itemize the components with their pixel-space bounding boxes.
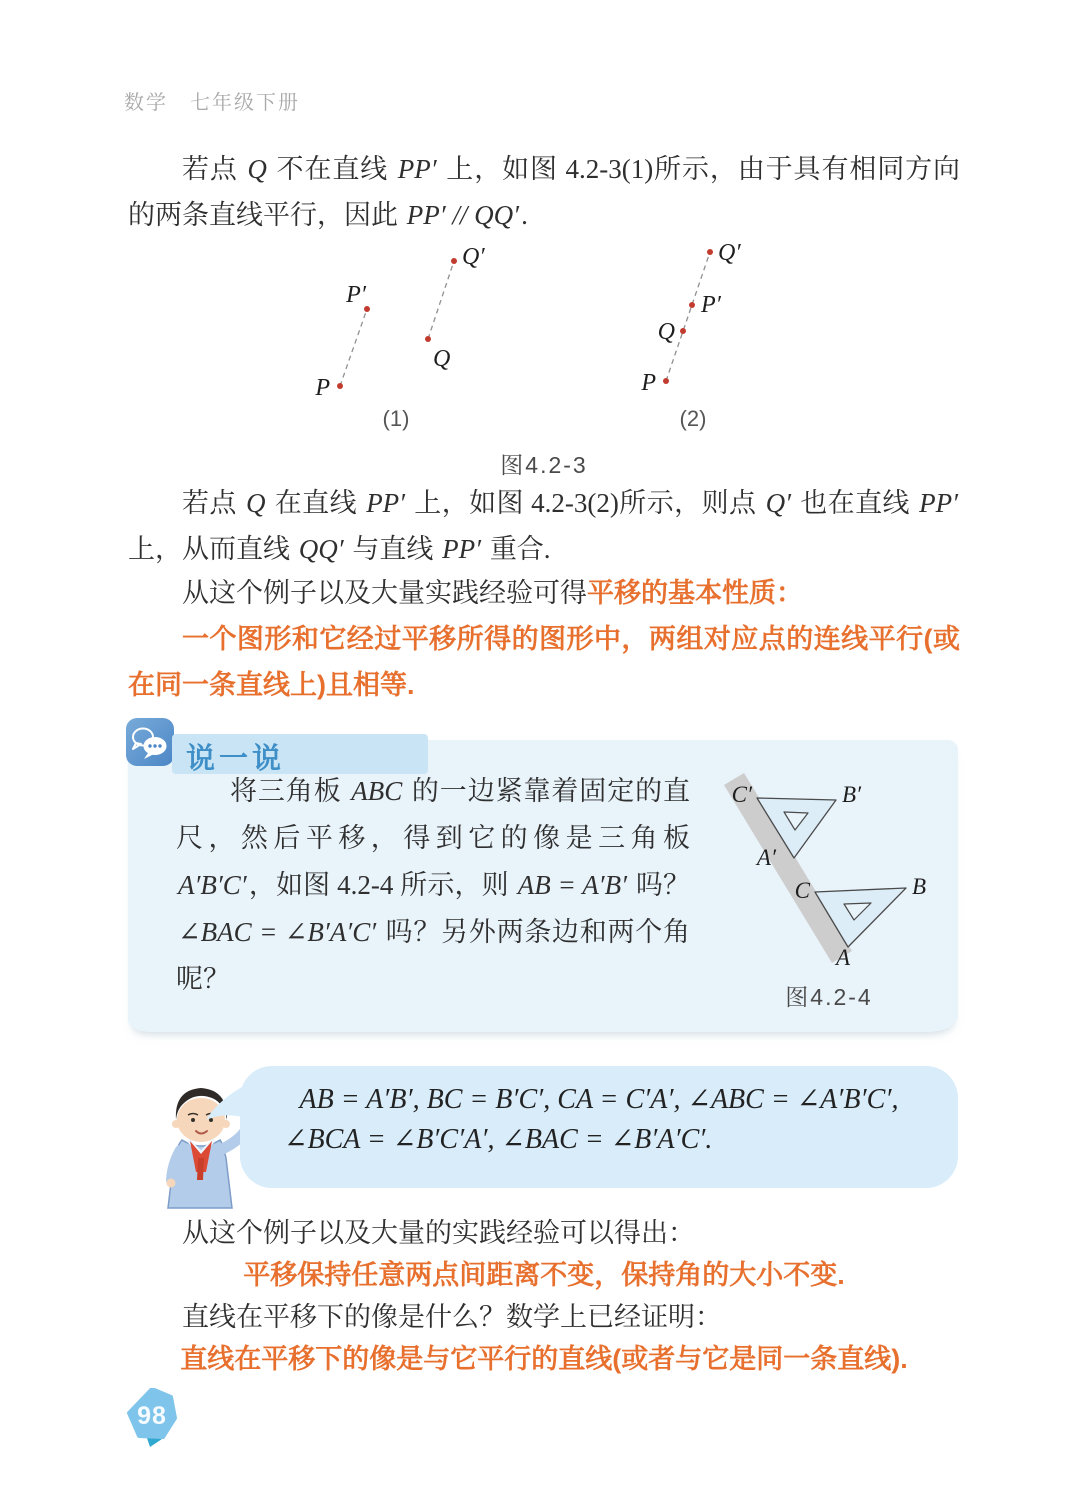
subfigure-2-label: (2) [679,406,707,431]
figure-424-drawing [698,762,960,974]
speech-bubble [240,1066,958,1188]
point-p2 [663,378,669,384]
paragraph-line-image-question: 直线在平移下的像是什么？数学上已经证明： [182,1302,722,1332]
figure-424-caption: 图4.2-4 [785,984,873,1010]
bubble-equations-line2: ∠BCA = ∠B′C′A′, ∠BAC = ∠B′A′C′. [284,1124,713,1155]
bubble-equations-line1: AB = A′B′, BC = B′C′, CA = C′A′, ∠ABC = ∠A′B′C′, [299,1084,899,1115]
point-q [425,336,431,342]
speech-bubble-tail [204,1078,248,1130]
page-number: 98 [137,1402,167,1430]
figure-424 [698,762,960,1012]
label-p: P [315,375,330,401]
label-p-prime: P′ [346,282,366,308]
paragraph-q-not-on-line: 若点 Q 不在直线 PP′ 上，如图 4.2-3(1)所示，由于具有相同方向的两条直线平行，因此 PP′ // QQ′. [128,154,961,230]
chat-bubbles-icon [126,718,174,766]
say-title: 说一说 [186,743,286,775]
segment-qq-prime [428,261,454,339]
label-c: C [794,878,810,903]
point-p2-prime [689,302,695,308]
label-b: B [912,874,927,899]
paragraph-conclusion-intro: 从这个例子以及大量的实践经验可以得出： [182,1218,695,1248]
paragraph-q-on-line: 若点 Q 在直线 PP′ 上，如图 4.2-3(2)所示，则点 Q′ 也在直线 PP′ 上，从而直线 QQ′ 与直线 PP′ 重合. [128,488,959,564]
translation-basic-property-statement: 一个图形和它经过平移所得的图形中，两组对应点的连线平行(或在同一条直线上)且相等. [128,624,960,700]
point-q-prime [451,258,457,264]
label-q2: Q [657,319,675,345]
point-q2-prime [707,249,713,255]
point-p [337,383,343,389]
say-activity-box [128,740,958,1032]
translation-distance-angle-property: 平移保持任意两点间距离不变，保持角的大小不变. [243,1260,845,1290]
page-number-badge [126,1388,178,1448]
point-q2 [680,328,686,334]
figure-423-caption: 图4.2-3 [500,452,588,478]
label-a: A [835,945,850,970]
line-translation-property: 直线在平移下的像是与它平行的直线(或者与它是同一条直线). [180,1344,908,1374]
subfigure-1-label: (1) [382,406,410,431]
paragraph-basic-property-intro: 从这个例子以及大量实践经验可得平移的基本性质： [182,578,803,608]
say-question-text: 将三角板 ABC 的一边紧靠着固定的直尺，然后平移，得到它的像是三角板 A′B′C′，如图 4.2-4 所示，则 AB = A′B′ 吗？∠BAC = ∠B′A′C′ 吗？另外两条边和两个角呢？ [176,776,691,994]
label-q: Q [433,346,451,372]
page-header: 数学 七年级下册 [124,92,300,114]
label-q2-prime: Q′ [718,242,741,266]
figure-423 [128,242,960,480]
label-p2-prime: P′ [701,292,721,318]
label-p2: P [641,370,656,396]
label-q-prime: Q′ [462,244,485,270]
label-a-prime: A′ [756,845,776,870]
figure-423-drawing [128,242,960,442]
label-b-prime: B′ [842,782,862,807]
label-c-prime: C′ [731,782,752,807]
segment-pp-prime [340,309,367,386]
